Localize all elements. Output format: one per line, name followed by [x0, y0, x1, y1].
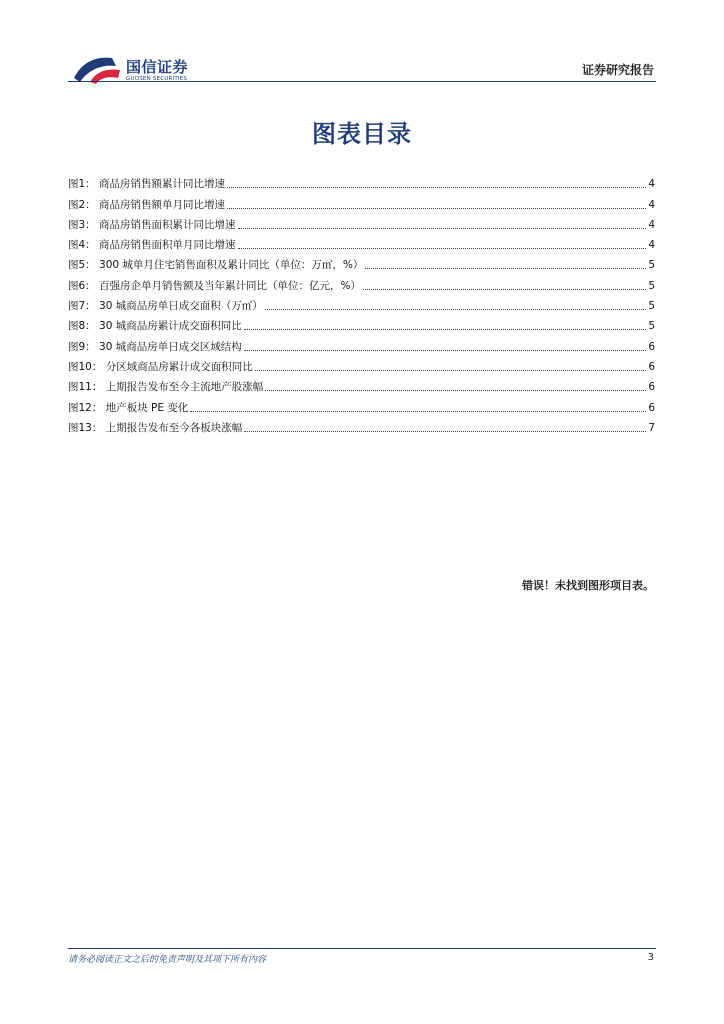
toc-entry-page: 4 — [648, 218, 655, 231]
header-divider — [68, 81, 656, 82]
footer-disclaimer: 请务必阅读正文之后的免责声明及其项下所有内容 — [68, 955, 267, 965]
toc-entry-page: 6 — [648, 401, 655, 414]
page-title: 图表目录 — [312, 120, 412, 148]
report-type-label: 证券研究报告 — [581, 63, 654, 77]
toc-dot-leader — [363, 289, 646, 290]
toc-entry-page: 6 — [648, 381, 655, 394]
logo-english-name: GUOSEN SECURITIES — [126, 76, 188, 82]
toc-entry-label: 图9： 30 城商品房单日成交区域结构 — [68, 340, 242, 353]
toc-entry[interactable] — [68, 293, 655, 313]
toc-entry[interactable] — [68, 171, 655, 191]
toc-dot-leader — [238, 228, 647, 229]
toc-entry-page: 5 — [648, 259, 655, 272]
toc-dot-leader — [244, 329, 647, 330]
toc-entry-page: 6 — [648, 360, 655, 373]
toc-dot-leader — [365, 268, 646, 269]
toc-entry[interactable] — [68, 374, 655, 394]
toc-dot-leader — [190, 411, 646, 412]
toc-entry-label: 图7： 30 城商品房单日成交面积（万㎡） — [68, 300, 263, 313]
footer-divider — [68, 948, 656, 949]
toc-entry[interactable] — [68, 354, 655, 374]
toc-entry-label: 图4： 商品房销售面积单月同比增速 — [68, 239, 236, 252]
toc-entry[interactable] — [68, 212, 655, 232]
toc-entry-page: 7 — [648, 421, 655, 434]
toc-entry-page: 5 — [648, 300, 655, 313]
toc-entry-page: 4 — [648, 178, 655, 191]
figure-table-of-contents — [68, 171, 655, 435]
toc-dot-leader — [244, 431, 646, 432]
toc-entry[interactable] — [68, 333, 655, 353]
toc-entry-label: 图2： 商品房销售额单月同比增速 — [68, 198, 226, 211]
toc-entry-label: 图3： 商品房销售面积累计同比增速 — [68, 218, 236, 231]
toc-entry-page: 6 — [648, 340, 655, 353]
toc-entry[interactable] — [68, 232, 655, 252]
toc-entry-page: 4 — [648, 198, 655, 211]
toc-dot-leader — [265, 309, 647, 310]
toc-entry-page: 5 — [648, 320, 655, 333]
toc-entry-label: 图13： 上期报告发布至今各板块涨幅 — [68, 421, 243, 434]
toc-entry[interactable] — [68, 313, 655, 333]
toc-entry-label: 图10： 分区域商品房累计成交面积同比 — [68, 360, 253, 373]
toc-dot-leader — [265, 390, 646, 391]
toc-dot-leader — [244, 350, 647, 351]
toc-entry-page: 4 — [648, 239, 655, 252]
toc-entry-label: 图12： 地产板块 PE 变化 — [68, 401, 189, 414]
toc-entry-page: 5 — [648, 279, 655, 292]
page-number: 3 — [647, 952, 654, 963]
toc-dot-leader — [227, 187, 646, 188]
toc-error-message: 错误！未找到图形项目表。 — [522, 579, 654, 592]
toc-entry-label: 图11： 上期报告发布至今主流地产股涨幅 — [68, 381, 264, 394]
toc-entry[interactable] — [68, 415, 655, 435]
logo-chinese-name: 国信证券 — [126, 58, 189, 76]
toc-entry[interactable] — [68, 394, 655, 414]
toc-entry[interactable] — [68, 191, 655, 211]
toc-dot-leader — [238, 248, 647, 249]
toc-dot-leader — [255, 370, 647, 371]
toc-entry[interactable] — [68, 272, 655, 292]
toc-dot-leader — [227, 208, 646, 209]
toc-entry[interactable] — [68, 252, 655, 272]
toc-entry-label: 图1： 商品房销售额累计同比增速 — [68, 178, 226, 191]
toc-entry-label: 图6： 百强房企单月销售额及当年累计同比（单位：亿元，%） — [68, 279, 361, 292]
toc-entry-label: 图5： 300 城单月住宅销售面积及累计同比（单位：万㎡，%） — [68, 259, 364, 272]
toc-entry-label: 图8： 30 城商品房累计成交面积同比 — [68, 320, 242, 333]
